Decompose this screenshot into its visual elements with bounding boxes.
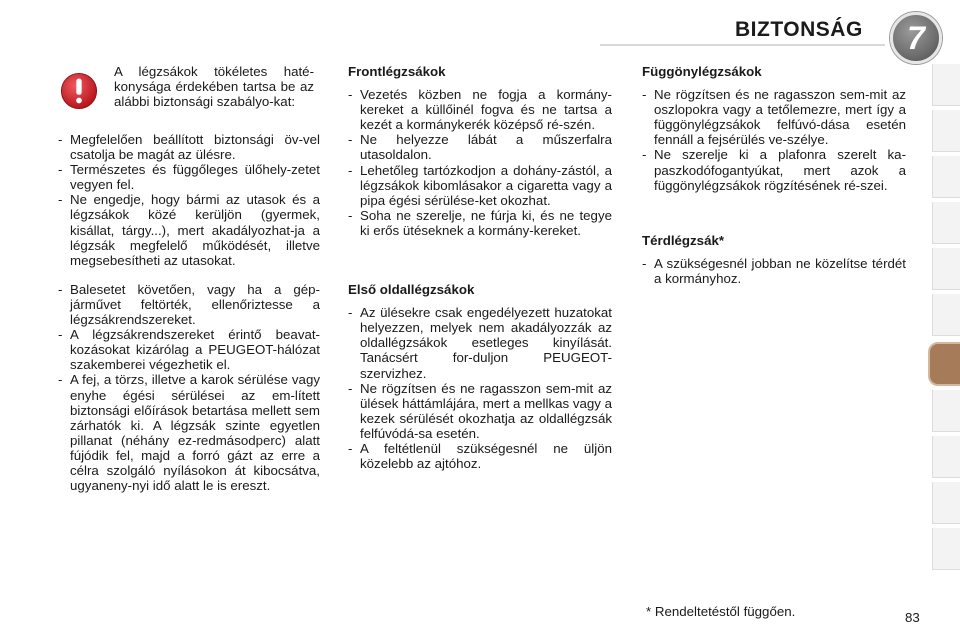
footnote: * Rendeltetéstől függően. [646, 604, 796, 619]
list-item: - Lehetőleg tartózkodjon a dohány-zástól, a légzsákok kibomlásakor a cigaretta vagy a pipa égési sérülése-ket okozhat. [348, 163, 612, 208]
chapter-tab [932, 482, 960, 524]
list-item: - Vezetés közben ne fogja a kormány-kereket a küllőinél fogva és ne tartsa a kezét a kormánykerék középső ré-szén. [348, 87, 612, 132]
chapter-badge: 7 [890, 12, 942, 64]
warning-icon [60, 72, 98, 110]
chapter-tab [932, 202, 960, 244]
curtain-airbags-list [642, 87, 906, 193]
column-general-rules [58, 64, 320, 493]
list-item: - A fej, a törzs, illetve a karok sérülése vagy enyhe égési sérülései az em-lített biztonsági előírások betartása mellett sem zárhatók ki. A légzsák szinte egyetlen pillanat (néhány ez-redmásodperc) alatt fújódik fel, majd a forró gázt az erre a célra szolgáló nyílásokon át kibocsátva, ugyaneny-nyi idő alatt le is ereszt. [58, 372, 320, 493]
chapter-tab [932, 110, 960, 152]
list-item: - A légzsákrendszereket érintő beavat-kozásokat kizárólag a PEUGEOT-hálózat szakemberei végezhetik el. [58, 327, 320, 372]
chapter-tab [932, 390, 960, 432]
front-airbags-list [348, 87, 612, 238]
list-item: - Soha ne szerelje, ne fúrja ki, és ne tegye ki erős ütéseknek a kormány-kereket. [348, 208, 612, 238]
column-curtain-knee-airbags [642, 64, 906, 286]
curtain-airbags-heading: Függönylégzsákok [642, 64, 762, 79]
chapter-tab [932, 294, 960, 336]
page-number: 83 [905, 610, 920, 625]
side-airbags-list [348, 305, 612, 471]
list-item: - Természetes és függőleges ülőhely-zetet vegyen fel. [58, 162, 320, 192]
knee-airbag-list [642, 256, 906, 286]
chapter-tab [932, 248, 960, 290]
chapter-tab [932, 528, 960, 570]
rules-list-2 [58, 282, 320, 493]
list-item: - A szükségesnél jobban ne közelítse térdét a kormányhoz. [642, 256, 906, 286]
rules-list-1 [58, 132, 320, 268]
list-item: - Ne engedje, hogy bármi az utasok és a légzsákok közé kerüljön (gyermek, kisállat, tárgy...), mert akadályozhat-ja a légzsák megfelelő működését, illetve megsebesítheti az utasokat. [58, 192, 320, 267]
header-divider [600, 44, 885, 46]
warning-text: A légzsákok tökéletes haté-konysága érdekében tartsa be az alábbi biztonsági szabályo-kat: [114, 64, 314, 110]
list-item: - Az ülésekre csak engedélyezett huzatokat helyezzen, melyek nem akadályozzák az oldallégzsákok esetleges kinyílását. Tanácsért for-duljon PEUGEOT-szervizhez. [348, 305, 612, 380]
list-item: - Ne rögzítsen és ne ragasszon sem-mit az oszlopokra vagy a tetőlemezre, mert így a függönylégzsákok felfúvó-dása esetén fennáll a fejsérülés ve-szélye. [642, 87, 906, 147]
warning-block [58, 64, 320, 110]
side-airbags-heading: Első oldallégzsákok [348, 282, 475, 298]
front-airbags-heading: Frontlégzsákok [348, 64, 446, 79]
list-item: - Ne helyezze lábát a műszerfalra utasoldalon. [348, 132, 612, 162]
page-title: BIZTONSÁG [735, 18, 863, 41]
chapter-tabs [928, 64, 960, 574]
chapter-tab [932, 156, 960, 198]
list-item: - Balesetet követően, vagy ha a gép-járművet feltörték, ellenőriztesse a légzsákrendszereket. [58, 282, 320, 327]
chapter-tab-active [928, 342, 960, 386]
list-item: - Ne szerelje ki a plafonra szerelt ka-paszkodófogantyúkat, mert azok a függönylégzsákok rögzítésének ré-szei. [642, 147, 906, 192]
column-front-side-airbags [348, 64, 612, 471]
list-item: - Megfelelően beállított biztonsági öv-vel csatolja be magát az ülésre. [58, 132, 320, 162]
list-item: - Ne rögzítsen és ne ragasszon sem-mit az ülések háttámlájára, mert a mellkas vagy a kezek sérülését okozhatja az oldallégzsák felfúvódá-sa esetén. [348, 381, 612, 441]
knee-airbag-heading: Térdlégzsák* [642, 232, 725, 248]
list-item: - A feltétlenül szükségesnél ne üljön közelebb az ajtóhoz. [348, 441, 612, 471]
chapter-tab [932, 436, 960, 478]
chapter-tab [932, 64, 960, 106]
